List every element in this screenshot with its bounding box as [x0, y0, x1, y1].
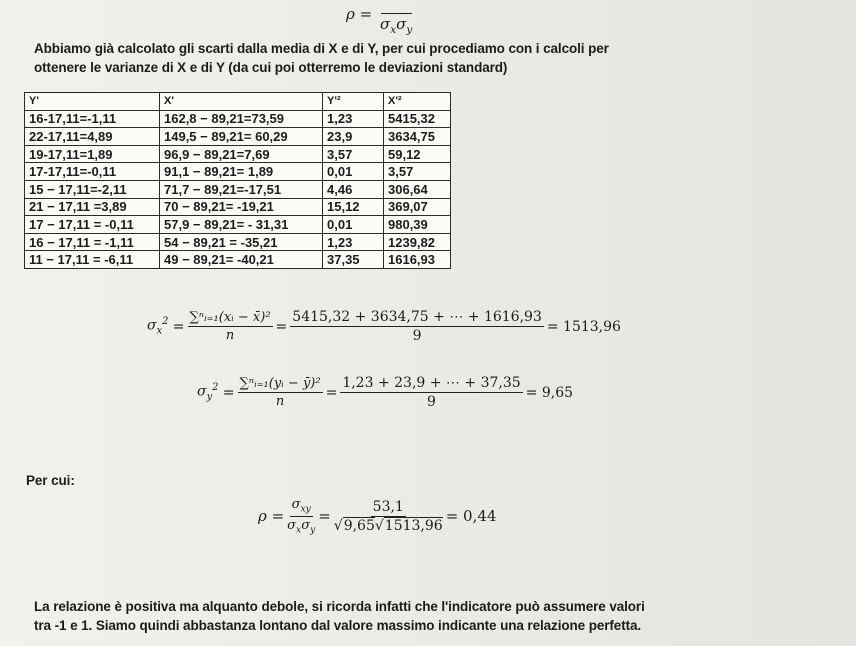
table-row [25, 128, 451, 146]
correlation-formula: ρ = $\frac{\sigma_{xy}}{\sigma_x\sigma_y}$ = $\frac{53,1}{√9,65√1513,96}$ = 0,44 [258, 497, 497, 536]
table-row [25, 198, 451, 216]
header-y-prime: Y' [25, 93, 160, 111]
top-formula: ρ = $\sigma_x\sigma_y$ [346, 0, 415, 36]
cell-x-squared: 3634,75 [384, 128, 451, 146]
table-row [25, 251, 451, 269]
cell-y-squared: 1,23 [323, 110, 384, 128]
cell-x-deviation: 49 − 89,21= -40,21 [160, 251, 323, 269]
cell-x-deviation: 96,9 − 89,21=7,69 [160, 145, 323, 163]
cell-x-squared: 1239,82 [384, 233, 451, 251]
table-row [25, 145, 451, 163]
cell-y-squared: 15,12 [323, 198, 384, 216]
table-row [25, 233, 451, 251]
conclusion-paragraph [34, 597, 645, 635]
table-row [25, 180, 451, 198]
header-x-prime: X' [160, 93, 323, 111]
cell-x-squared: 306,64 [384, 180, 451, 198]
conclusion-line-1: La relazione è positiva ma alquanto debole, si ricorda infatti che l'indicatore può assumere valori [34, 599, 645, 614]
cell-x-deviation: 57,9 − 89,21= - 31,31 [160, 216, 323, 234]
cell-y-squared: 0,01 [323, 216, 384, 234]
intro-line-1: Abbiamo già calcolato gli scarti dalla media di X e di Y, per cui procediamo con i calcoli per [34, 41, 609, 56]
variance-x-definition: $\frac{\text{∑ⁿᵢ₌₁(xᵢ − x̄)²}}{n}$ [189, 310, 271, 343]
variance-y-values: $\frac{1,23 + 23,9 + \cdots + 37,35}{9}$ [342, 375, 521, 410]
cell-y-deviation: 21 − 17,11 =3,89 [25, 198, 160, 216]
variance-x-values: $\frac{5415,32 + 3634,75 + \cdots + 1616,93}{9}$ [292, 309, 542, 344]
intro-line-2: ottenere le varianze di X e di Y (da cui poi otterremo le deviazioni standard) [34, 60, 508, 75]
cell-y-deviation: 11 − 17,11 = -6,11 [25, 251, 160, 269]
correlation-definition: $\frac{\sigma_{xy}}{\sigma_x\sigma_y}$ [287, 497, 316, 536]
cell-y-squared: 23,9 [323, 128, 384, 146]
cell-y-deviation: 17-17,11=-0,11 [25, 163, 160, 181]
table-body [25, 110, 451, 268]
rho-symbol: ρ [346, 5, 355, 23]
cell-y-deviation: 16 − 17,11 = -1,11 [25, 233, 160, 251]
intro-paragraph [34, 39, 609, 77]
cell-y-squared: 1,23 [323, 233, 384, 251]
variance-y-result: = 9,65 [525, 384, 574, 401]
cell-x-squared: 59,12 [384, 145, 451, 163]
cell-y-deviation: 15 − 17,11=-2,11 [25, 180, 160, 198]
variance-x-formula: $\sigma_x^2$ = $\frac{\text{∑ⁿᵢ₌₁(xᵢ − x̄)²}}{n}$ = $\frac{5415,32 + 3634,75 + \cdots + 1616,93}{9}$ = 1513,96 [147, 309, 621, 344]
variance-x-result: = 1513,96 [546, 318, 621, 335]
cell-x-squared: 369,07 [384, 198, 451, 216]
correlation-result: = 0,44 [445, 507, 497, 526]
cell-x-squared: 3,57 [384, 163, 451, 181]
cell-y-squared: 3,57 [323, 145, 384, 163]
correlation-values: $\frac{53,1}{√9,65√1513,96}$ [333, 498, 443, 534]
per-cui-label: Per cui: [26, 473, 75, 488]
deviation-table [24, 92, 451, 269]
cell-y-deviation: 17 − 17,11 = -0,11 [25, 216, 160, 234]
header-x-prime-squared: X'² [384, 93, 451, 111]
cell-x-deviation: 149,5 − 89,21= 60,29 [160, 128, 323, 146]
cell-x-deviation: 162,8 − 89,21=73,59 [160, 110, 323, 128]
cell-y-squared: 0,01 [323, 163, 384, 181]
cell-y-deviation: 19-17,11=1,89 [25, 145, 160, 163]
cell-y-deviation: 22-17,11=4,89 [25, 128, 160, 146]
cell-y-squared: 37,35 [323, 251, 384, 269]
cell-x-deviation: 54 − 89,21 = -35,21 [160, 233, 323, 251]
cell-x-squared: 980,39 [384, 216, 451, 234]
table-row [25, 216, 451, 234]
variance-y-definition: $\frac{\text{∑ⁿᵢ₌₁(yᵢ − ȳ)²}}{n}$ [239, 376, 321, 409]
cell-x-squared: 1616,93 [384, 251, 451, 269]
cell-x-deviation: 71,7 − 89,21=-17,51 [160, 180, 323, 198]
table-header-row [25, 93, 451, 111]
cell-x-deviation: 91,1 − 89,21= 1,89 [160, 163, 323, 181]
conclusion-line-2: tra -1 e 1. Siamo quindi abbastanza lontano dal valore massimo indicante una relazione perfetta. [34, 618, 642, 633]
variance-y-formula: $\sigma_y^2$ = $\frac{\text{∑ⁿᵢ₌₁(yᵢ − ȳ)²}}{n}$ = $\frac{1,23 + 23,9 + \cdots + 37,35}{9}$ = 9,65 [197, 375, 574, 410]
cell-x-deviation: 70 − 89,21= -19,21 [160, 198, 323, 216]
top-fraction: $\sigma_x\sigma_y$ [380, 0, 412, 36]
table-row [25, 110, 451, 128]
table-row [25, 163, 451, 181]
cell-y-deviation: 16-17,11=-1,11 [25, 110, 160, 128]
header-y-prime-squared: Y'² [323, 93, 384, 111]
cell-y-squared: 4,46 [323, 180, 384, 198]
cell-x-squared: 5415,32 [384, 110, 451, 128]
